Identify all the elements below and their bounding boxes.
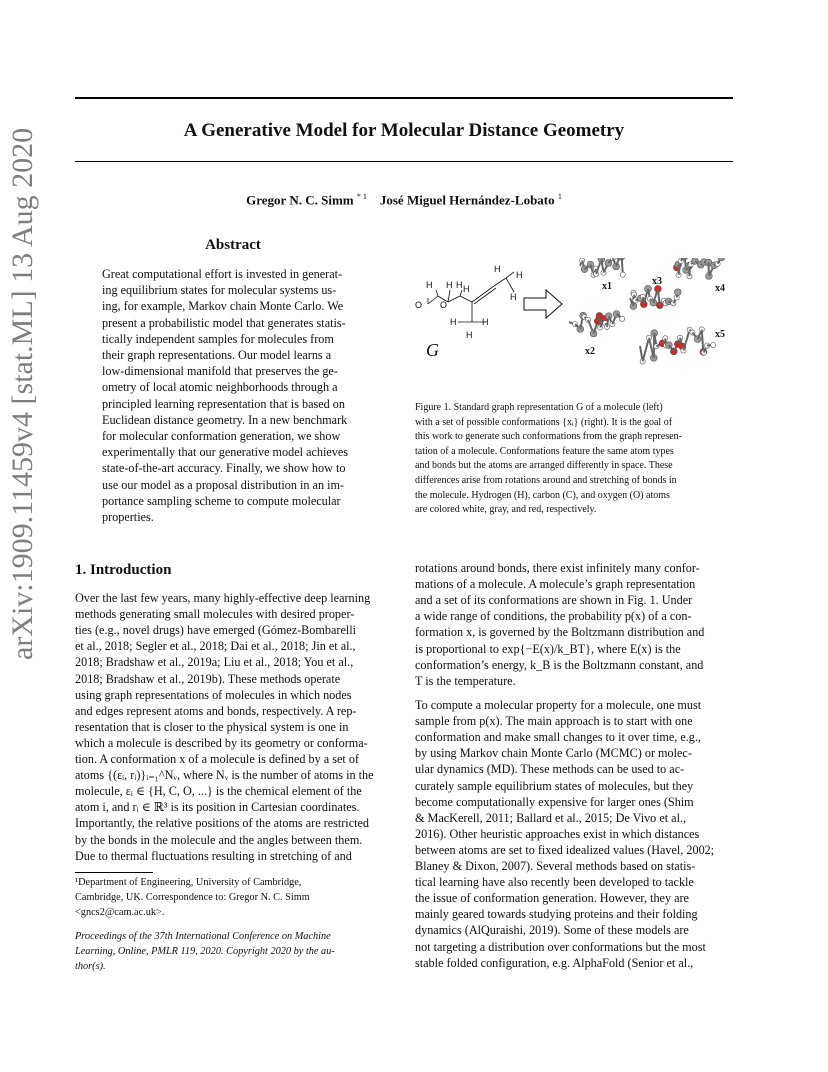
text-line: ¹Department of Engineering, University of Cambridge, [75, 877, 302, 888]
atom-label: H [466, 330, 473, 340]
author-list [75, 192, 733, 208]
text-line: ometry of local atomic neighborhoods through a [102, 380, 338, 395]
transform-arrow-icon [524, 290, 562, 318]
atom-label: O [415, 300, 423, 310]
text-line: the issue of conformation generation. However, they are [415, 891, 689, 906]
text-line: 2018; Bradshaw et al., 2019a; Liu et al., 2018; You et al., [75, 655, 354, 670]
text-line: Importantly, the relative positions of the atoms are restricted [75, 816, 369, 831]
text-line: & MacKerell, 2011; Ballard et al., 2015; De Vivo et al., [415, 810, 687, 825]
author-name: José Miguel Hernández-Lobato [379, 192, 555, 208]
abstract-heading: Abstract [205, 237, 261, 253]
text-line: Proceedings of the 37th International Conference on Machine [75, 931, 331, 942]
text-line: present a probabilistic model that generates statis- [102, 315, 346, 330]
text-line: conformation’s energy, k_B is the Boltzmann constant, and [415, 657, 704, 672]
atom-sphere [620, 272, 625, 277]
author-name: Gregor N. C. Simm [246, 192, 354, 208]
atom-label: O [440, 300, 448, 310]
text-line: and edges represent atoms and bonds, respectively. A rep- [75, 703, 357, 718]
text-line: principled learning representation that is based on [102, 396, 345, 411]
text-line: are colored white, gray, and red, respectively. [415, 504, 597, 516]
text-line: this work to generate such conformations from the graph represen- [415, 431, 682, 443]
footnote-rule [75, 872, 153, 873]
text-line: mations of a molecule. A molecule’s graph representation [415, 577, 696, 592]
text-line: which a molecule is described by its geometry or conforma- [75, 735, 368, 750]
text-line: atom i, and rᵢ ∈ ℝ³ is its position in Cartesian coordinates. [75, 800, 360, 815]
text-line: thor(s). [75, 961, 106, 973]
figure-1 [410, 258, 740, 388]
text-line: is proportional to exp{−E(x)/k_BT}, where E(x) is the [415, 641, 681, 656]
text-line: with a set of possible conformations {xᵢ} (right). It is the goal of [415, 416, 673, 428]
text-line: tically independent samples for molecules from [102, 331, 334, 346]
text-line: T is the temperature. [415, 673, 516, 688]
atom-sphere [620, 316, 625, 321]
text-line: sample from p(x). The main approach is to start with one [415, 714, 693, 729]
text-line: differences arise from rotations around and stretching of bonds in [415, 475, 677, 486]
text-line: To compute a molecular property for a molecule, one must [415, 698, 702, 712]
text-line: the molecule. Hydrogen (H), carbon (C), and oxygen (O) atoms [415, 489, 670, 501]
conformation-label: x4 [715, 283, 725, 294]
atom-label: H [426, 280, 433, 290]
text-line: by the bonds in the molecule and the angles between them. [75, 832, 363, 847]
atom-label: H [494, 264, 501, 274]
text-line: and a set of its conformations are shown in Fig. 1. Under [415, 593, 693, 608]
text-line: resentation that is closer to the physical system is one in [75, 719, 349, 734]
text-line: molecule, εᵢ ∈ {H, C, O, ...} is the chemical element of the [75, 784, 362, 799]
text-line: using graph representations of molecules in which nodes [75, 687, 352, 702]
conformation-label: x3 [652, 276, 662, 287]
conformation-label: x2 [585, 346, 595, 357]
text-line: ing, for example, Markov chain Monte Carlo. We [102, 299, 344, 314]
text-line: tical learning have also recently been developed to tackle [415, 875, 694, 890]
atom-sphere [711, 342, 716, 347]
text-line: ing equilibrium states for molecular systems us- [102, 283, 337, 298]
text-line: ular dynamics (MD). These methods can be used to ac- [415, 762, 685, 777]
text-line: 2016). Other heuristic approaches exist in which distances [415, 826, 700, 841]
text-line: a wide range of conditions, the probability p(x) of a con- [415, 609, 692, 624]
text-line: use our model as a proposal distribution in an im- [102, 477, 345, 492]
text-line: and bonds but the atoms are arranged differently in space. These [415, 460, 673, 472]
atom-label: H [456, 280, 463, 290]
atom-label: H [510, 292, 517, 302]
author-affiliation-mark: * 1 [356, 192, 367, 201]
paper-title: A Generative Model for Molecular Distance Geometry [183, 120, 625, 141]
conformation-label: x5 [715, 329, 725, 340]
text-line: Great computational effort is invested in generat- [102, 267, 343, 281]
text-line: tation of a molecule. Conformations feature the same atom types [415, 445, 674, 457]
molecule-graph [415, 264, 523, 360]
text-line: their graph representations. Our model learns a [102, 348, 332, 362]
text-line: stable folded configuration, e.g. AlphaFold (Senior et al., [415, 955, 694, 970]
text-line: Figure 1. Standard graph representation G of a molecule (left) [415, 402, 663, 413]
atom-label: H [482, 317, 489, 327]
text-line: not targeting a distribution over conformations but the most [415, 939, 706, 954]
text-line: between atoms are set to fixed idealized values (Havel, 2002; [415, 842, 715, 857]
atom-label: H [446, 280, 453, 290]
text-line: curately sample equilibrium states of molecules, but they [415, 778, 694, 793]
text-line: rotations around bonds, there exist infinitely many confor- [415, 561, 700, 575]
text-line: tion. A conformation x of a molecule is defined by a set of [75, 752, 359, 766]
text-line: properties. [102, 510, 154, 524]
atom-sphere [674, 289, 681, 296]
text-line: experimentally that our generative model achieves [102, 445, 349, 460]
text-line: state-of-the-art accuracy. Finally, we show how to [102, 461, 346, 476]
text-line: mainly geared towards studying proteins and their folding [415, 907, 698, 922]
atom-label: H [450, 317, 457, 327]
text-line: ties (e.g., novel drugs) have emerged (Gómez-Bombarelli [75, 623, 357, 638]
text-line: conformation and make small changes to it over time, e.g., [415, 730, 701, 745]
title-bottom-rule [75, 161, 733, 162]
text-line: formation x, is governed by the Boltzmann distribution and [415, 625, 705, 640]
text-line: become computationally expensive for larger ones (Shim [415, 794, 694, 809]
top-rule [75, 97, 733, 99]
atom-label: H [463, 284, 470, 294]
text-line: for molecular conformation generation, we show [102, 429, 341, 443]
text-line: Due to thermal fluctuations resulting in stretching of and [75, 848, 352, 863]
text-line: low-dimensional manifold that preserves the ge- [102, 364, 338, 379]
text-line: by using Markov chain Monte Carlo (MCMC) or molec- [415, 746, 692, 761]
text-line: portance sampling scheme to compute molecular [102, 493, 341, 508]
conformation-label: x1 [602, 281, 612, 292]
text-line: Blaney & Dixon, 2007). Several methods based on statis- [415, 859, 696, 873]
section-heading-introduction: 1. Introduction [75, 562, 172, 578]
arxiv-stamp-text: arXiv:1909.11459v4 [stat.ML] 13 Aug 2020 [6, 127, 39, 660]
text-line: 2018; Bradshaw et al., 2019b). These methods operate [75, 671, 341, 686]
text-line: methods generating small molecules with desired proper- [75, 607, 355, 622]
graph-label: G [426, 340, 439, 360]
text-line: et al., 2018; Segler et al., 2018; Dai et al., 2018; Jin et al., [75, 639, 356, 654]
text-line: atoms {(εᵢ, rᵢ)}ᵢ₌₁^Nᵥ, where Nᵥ is the number of atoms in the [75, 768, 374, 783]
text-line: dynamics (AlQuraishi, 2019). Some of these models are [415, 923, 689, 938]
text-line: Euclidean distance geometry. In a new benchmark [102, 412, 348, 427]
text-line: Learning, Online, PMLR 119, 2020. Copyright 2020 by the au- [75, 946, 335, 958]
atom-label: H [516, 270, 523, 280]
text-line: Over the last few years, many highly-effective deep learning [75, 591, 371, 605]
text-line: Cambridge, UK. Correspondence to: Gregor N. C. Simm [75, 892, 310, 904]
text-line: <gncs2@cam.ac.uk>. [75, 907, 165, 919]
author-affiliation-mark: 1 [557, 192, 562, 201]
